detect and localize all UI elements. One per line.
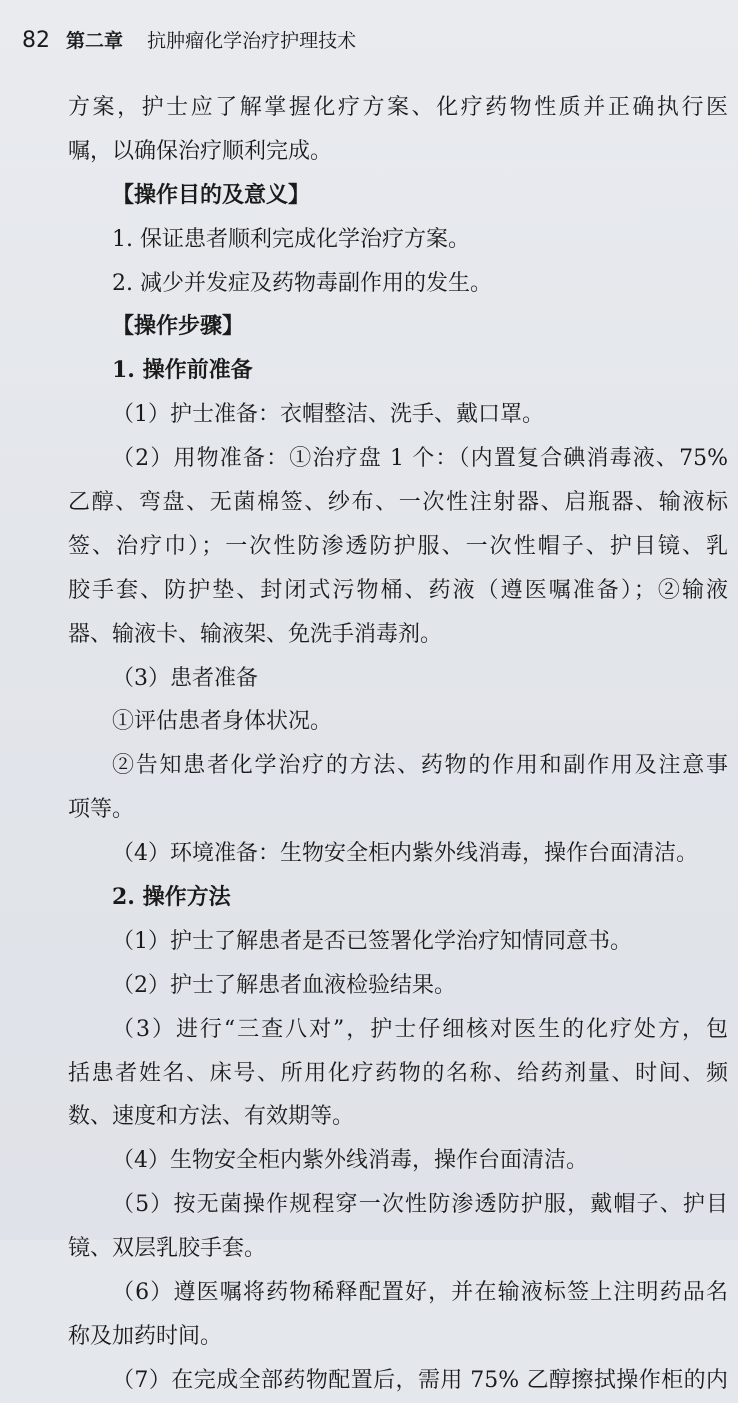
text-line: ①评估患者身体状况。	[112, 709, 333, 735]
text-line: （4）生物安全柜内紫外线消毒，操作台面清洁。	[112, 1148, 588, 1174]
text-line: （3）患者准备	[112, 665, 258, 691]
text-line: 乙醇、弯盘、无菌棉签、纱布、一次性注射器、启瓶器、输液标	[68, 490, 728, 516]
text-line: 1. 操作前准备	[112, 357, 253, 384]
text-line: 1. 保证患者顺利完成化学治疗方案。	[112, 226, 470, 252]
text-line: 嘱，以确保治疗顺利完成。	[68, 138, 333, 164]
chapter-title: 抗肿瘤化学治疗护理技术	[147, 30, 357, 52]
text-line: （2）护士了解患者血液检验结果。	[112, 972, 456, 998]
text-line: 签、治疗巾）；一次性防渗透防护服、一次性帽子、护目镜、乳	[68, 533, 728, 559]
chapter-label: 第二章	[66, 30, 124, 52]
text-line: （4）环境准备：生物安全柜内紫外线消毒，操作台面清洁。	[112, 841, 698, 867]
text-line: （1）护士了解患者是否已签署化学治疗知情同意书。	[112, 928, 632, 954]
body-text	[68, 86, 728, 1403]
text-line: （7）在完成全部药物配置后，需用 75% 乙醇擦拭操作柜的内	[112, 1367, 728, 1393]
text-line: （2）用物准备：①治疗盘 1 个：（内置复合碘消毒液、75%	[112, 446, 728, 472]
text-line: 【操作步骤】	[112, 313, 245, 340]
text-line: 镜、双层乳胶手套。	[68, 1236, 267, 1262]
text-line: 器、输液卡、输液架、免洗手消毒剂。	[68, 621, 443, 647]
text-line: 【操作目的及意义】	[112, 181, 311, 208]
text-line: 2. 减少并发症及药物毒副作用的发生。	[112, 270, 492, 296]
text-line: 方案，护士应了解掌握化疗方案、化疗药物性质并正确执行医	[68, 95, 728, 120]
text-line: 项等。	[68, 797, 135, 823]
text-line: 数、速度和方法、有效期等。	[68, 1104, 355, 1130]
text-line: （3）进行“三查八对”，护士仔细核对医生的化疗处方，包	[112, 1016, 728, 1042]
running-header	[22, 26, 356, 53]
text-line: ②告知患者化学治疗的方法、药物的作用和副作用及注意事	[112, 753, 728, 779]
text-line: 2. 操作方法	[112, 884, 231, 911]
page-number: 82	[22, 28, 50, 53]
text-line: 胶手套、防护垫、封闭式污物桶、药液（遵医嘱准备）；②输液	[68, 577, 728, 603]
text-line: （5）按无菌操作规程穿一次性防渗透防护服，戴帽子、护目	[112, 1192, 728, 1218]
text-line: 括患者姓名、床号、所用化疗药物的名称、给药剂量、时间、频	[68, 1060, 728, 1086]
text-line: （1）护士准备：衣帽整洁、洗手、戴口罩。	[112, 402, 544, 428]
text-line: 称及加药时间。	[68, 1323, 223, 1349]
text-line: （6）遵医嘱将药物稀释配置好，并在输液标签上注明药品名	[112, 1280, 728, 1306]
